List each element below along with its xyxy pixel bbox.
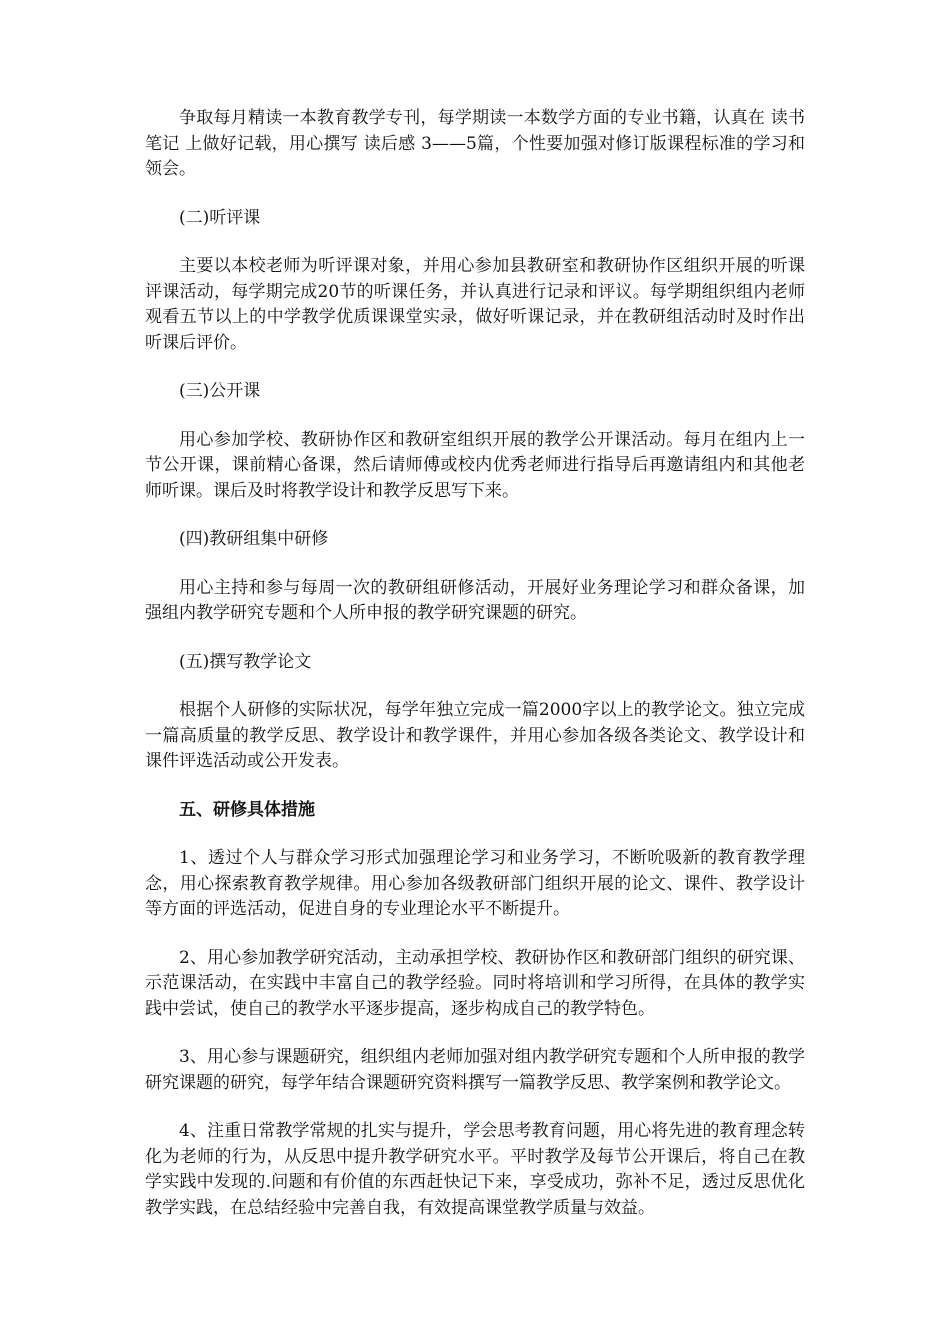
paragraph-writing-papers: 根据个人研修的实际状况，每学年独立完成一篇2000字以上的教学论文。独立完成一篇高质量的教学反思、教学设计和教学课件，并用心参加各级各类论文、教学设计和课件评选活动或公开发表。 (145, 700, 805, 771)
document-body (145, 106, 805, 1244)
paragraph-open-class: 用心参加学校、教研协作区和教研室组织开展的教学公开课活动。每月在组内上一节公开课，课前精心备课，然后请师傅或校内优秀老师进行指导后再邀请组内和其他老师听课。课后及时将教学设计和教学反思写下来。 (145, 429, 805, 501)
subheading-open-class: (三)公开课 (179, 381, 261, 401)
paragraph-measure-4: 4、注重日常教学常规的扎实与提升，学会思考教育问题，用心将先进的教育理念转化为老师的行为，从反思中提升教学研究水平。平时教学及每节公开课后，将自己在教学实践中发现的.问题和有价值的东西赶快记下来，享受成功，弥补不足，透过反思优化教学实践，在总结经验中完善自我，有效提高课堂教学质量与效益。 (145, 1121, 805, 1218)
paragraph-reading: 争取每月精读一本教育教学专刊，每学期读一本数学方面的专业书籍，认真在 读书笔记 上做好记载，用心撰写 读后感 3——5篇，个性要加强对修订版课程标准的学习和领会。 (145, 108, 805, 179)
paragraph-group-study: 用心主持和参与每周一次的教研组研修活动，开展好业务理论学习和群众备课，加强组内教学研究专题和个人所申报的教学研究课题的研究。 (145, 577, 805, 623)
subheading-writing-papers: (五)撰写教学论文 (179, 651, 312, 672)
paragraph-measure-1: 1、透过个人与群众学习形式加强理论学习和业务学习，不断吮吸新的教育教学理念，用心探索教育教学规律。用心参加各级教研部门组织开展的论文、课件、教学设计等方面的评选活动，促进自身的专业理论水平不断提升。 (145, 848, 805, 919)
paragraph-lesson-evaluation: 主要以本校老师为听评课对象，并用心参加县教研室和教研协作区组织开展的听课评课活动，每学期完成20节的听课任务，并认真进行记录和评议。每学期组织组内老师观看五节以上的中学教学优质课课堂实录，做好听课记录，并在教研组活动时及时作出听课后评价。 (145, 256, 805, 353)
paragraph-measure-2: 2、用心参加教学研究活动，主动承担学校、教研协作区和教研部门组织的研究课、示范课活动，在实践中丰富自己的教学经验。同时将培训和学习所得，在具体的教学实践中尝试，使自己的教学水平逐步提高，逐步构成自己的教学特色。 (145, 947, 805, 1019)
section-heading-measures: 五、研修具体措施 (179, 799, 315, 820)
subheading-lesson-evaluation: (二)听评课 (179, 207, 261, 228)
paragraph-measure-3: 3、用心参与课题研究，组织组内老师加强对组内教学研究专题和个人所申报的教学研究课题的研究，每学年结合课题研究资料撰写一篇教学反思、教学案例和教学论文。 (145, 1047, 805, 1093)
subheading-group-study: (四)教研组集中研修 (179, 529, 329, 549)
